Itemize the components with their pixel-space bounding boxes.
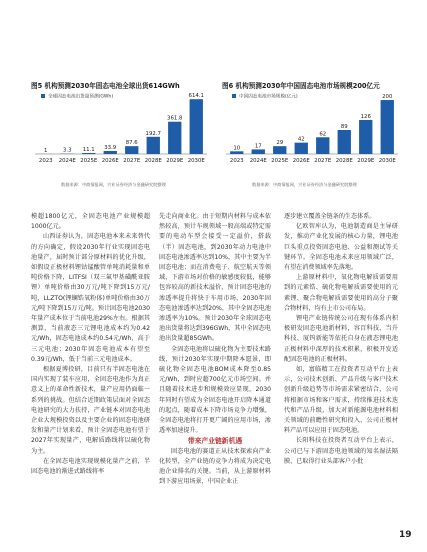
page-number: 19 — [399, 530, 412, 540]
paragraph: 先走向商业化。由于短期内材料与成本依然较高，预计车规领域一般高端或特定需要的电动车型会接受一定溢价，搭载（半）固态电池，到2030年动力电池中固态电池渗透率达到10%，其中主要为半固态电池；而在消费电子、航空航天等领域，下游市场对价格的敏感度较低，能够包容较高的新技术溢价，预计固态电池的渗透率提升将快于车用市场，2030年固态电池渗透率达到20%，其中全固态电池渗透率为10%。预计2030年全球固态电池出货量将达到396GWh，其中全固态电池出货量超85GWh。 — [159, 213, 271, 343]
tick-label: 2030E — [187, 158, 205, 164]
tick-label: 2023 — [38, 158, 53, 164]
tick-label: 2025E — [271, 158, 289, 164]
bar — [168, 122, 181, 154]
bar — [359, 120, 372, 154]
paragraph: 固态电池的赛道正从技术探索向产业化转型，全产业链的竞争力将成为决定电池企业排名的关键。当前，从上游原材料到下游应用场景，中国企业正 — [159, 447, 271, 486]
data-label: 361.8 — [167, 115, 183, 122]
bar — [316, 137, 329, 154]
legend-swatch — [41, 94, 45, 98]
paragraph: 如，富临精工在投资者互动平台上表示，公司技术创新、产品升级与客户技术创新升级趋势等市场需求紧密结合，公司将根据市场和客户需求，持续推进技术迭代和产品升级，加大对新能源电池材料相关领域的前瞻性研究和投入，公司正极材料产品可以应用于固态电池。 — [284, 366, 398, 435]
data-label: 200 — [382, 94, 393, 101]
data-label: 62 — [319, 131, 327, 138]
bar-chart-china-market — [222, 88, 402, 178]
figure-5 — [31, 70, 211, 188]
legend-swatch — [232, 94, 236, 98]
tick-label: 2026E — [101, 158, 119, 164]
data-label: 11.1 — [82, 147, 95, 154]
paragraph: 在全固态电池实现规模化量产之前，半固态电池的渐进式路线将率 — [31, 457, 150, 476]
data-label: 17 — [254, 143, 262, 150]
tick-label: 2023 — [229, 158, 244, 164]
bar — [252, 149, 265, 154]
paragraph: 全固态电池将以硫化物为主要技术路线，预计2030年实现中期降本愿景，即硫化物全固态电池BOM成本降至0.85元/Wh，到时应超700亿元市场空间。并且随着技术进步和规模效应显现，2030年同时有望成为全固态电池开启降本通道的起点，随着成本下降市场竞争力增强，全固态电池将打开更广阔的应用市场，渗透率加速提升。 — [159, 345, 271, 435]
tick-label: 2025E — [80, 158, 98, 164]
figure-6 — [222, 70, 402, 188]
paragraph: 模超1800亿元，全固态电池产业规模超1000亿元。 — [31, 213, 150, 231]
tick-label: 2029E — [357, 158, 375, 164]
data-label: 42 — [297, 136, 305, 143]
data-label: 89 — [340, 123, 348, 130]
bar — [381, 100, 394, 154]
bar-chart-global-shipments — [31, 88, 211, 178]
tick-label: 2027E — [314, 158, 332, 164]
bar — [82, 153, 95, 154]
paragraph: 山西证券认为，固态电池本来未来替代的方向确定，假设2030年行业实现固态电池量产，届时预计部分原材料的优化升级，如假设正极材料锂钴锰酸管单吨消耗量和单吨价格下降，LITFSI（双三氟甲基磺酰亚胺锂）单吨价格由30万元/吨下降到15万元/吨，LLZTO(锂镧锆氧粉体)单吨价格由30万元/吨下降到15万元/吨。预计固态电池2030年量产成本位于当前电池29%左右。根据其测算，当前液态三元锂电池成本约为0.42元/Wh，固态电池成本约0.54元/Wh，高于三元电池；2030年固态电池成本有望至0.39元/Wh，低于当前三元电池成本。 — [31, 233, 150, 363]
tick-label: 2029E — [166, 158, 184, 164]
text-column-2 — [159, 212, 271, 487]
data-label: 29 — [276, 140, 284, 147]
bar — [273, 146, 286, 154]
legend-label: 中国固态电池市场规模(亿元) — [239, 94, 298, 100]
tick-label: 2026E — [292, 158, 310, 164]
bar — [125, 146, 138, 154]
data-label: 192.7 — [145, 130, 161, 137]
data-label: 33.9 — [104, 144, 117, 151]
legend-label: 全球固态电池出货量预测(GWh) — [48, 94, 114, 100]
tick-label: 2024E — [249, 158, 267, 164]
figure-source: 数据来源：中商情报网，兴业证券经济与金融研究院整理 — [252, 182, 357, 187]
figure-title: 图6 机构预测2030年中国固态电池市场规模200亿元 — [222, 82, 380, 90]
paragraph: 上游原材料中，氧化物电解质需要用到的元素锆、硫化物电解质需要使用的元素锂、聚合物电解质需要使用的高分子聚合物材料，均有上市公司布局。 — [284, 274, 398, 312]
bar — [230, 151, 243, 154]
figure-source: 数据来源：中商情报网，兴业证券经济与金融研究院整理 — [61, 182, 166, 187]
paragraph: 根据夏博投研，目前只有半固态电池在国内实现了装车应用，全固态电池作为真正意义上的革命性新技术，量产应用仍面临一系列的挑战。但结合近期政策层面对全固态电池研究的大力扶持，产业链本对固态电池企业大规模投资以及主要企业的固态电池研发和量产计划来看，预计全固态电池有望于2027年实现量产，电解质路线将以硫化物为主。 — [31, 366, 150, 455]
paragraph: 亿欧智库认为，电池制造商是主导研发，推动产业化发展的核心力量，锂电池巨头重点投资固态电池、公益和测试等关键环节。全固态电池未来应用领域广泛，有望在消费领域率先落地。 — [284, 223, 398, 272]
text-column-1 — [31, 212, 150, 477]
tick-label: 2028E — [335, 158, 353, 164]
tick-label: 2027E — [123, 158, 141, 164]
bar — [295, 143, 308, 154]
bar — [104, 151, 117, 154]
paragraph: 长阳科技在投资者互动平台上表示，公司已与下游固态电池领域的知名湿法隔膜，已取得行业头部客户小批 — [284, 437, 398, 465]
tick-label: 2030E — [378, 158, 396, 164]
bar — [338, 130, 351, 154]
text-column-3 — [284, 212, 398, 467]
bar — [190, 99, 203, 154]
tick-label: 2024E — [58, 158, 76, 164]
data-label: 126 — [360, 114, 371, 121]
tick-label: 2028E — [144, 158, 162, 164]
bar — [147, 137, 160, 154]
data-label: 3.3 — [62, 147, 72, 154]
data-label: 10 — [233, 145, 241, 152]
figure-title: 图5 机构预测2030年固态电池全球出货614GWh — [31, 82, 180, 90]
paragraph: 逐步建立覆盖全链条的生态体系。 — [284, 213, 376, 220]
data-label: 1 — [44, 147, 48, 154]
section-heading: 带来产业链新机遇 — [187, 437, 243, 446]
data-label: 87.6 — [125, 140, 138, 147]
paragraph: 锂电产业链传统公司在现有体系内积极研发固态电池新材料，容百科技、当升科技、厦钨新能等依托自身在液态锂电池正极材料中深厚的技术积累，积极开发适配固态电池的正极材料。 — [284, 315, 398, 363]
data-label: 614.1 — [188, 93, 204, 100]
